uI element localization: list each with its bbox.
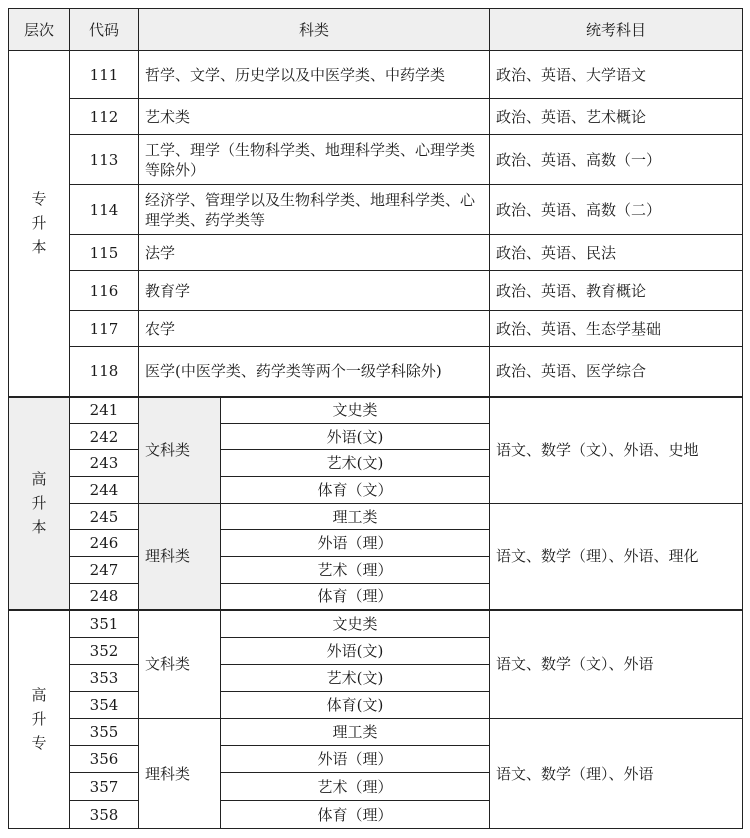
code-cell: 357	[70, 773, 139, 801]
level-cell-gsb: 高 升 本	[9, 397, 70, 610]
subjects-cell: 政治、英语、教育概论	[490, 271, 743, 311]
group-label-cell: 理科类	[139, 719, 221, 829]
subcategory-cell: 理工类	[221, 719, 490, 746]
subcategory-cell: 艺术(文)	[221, 665, 490, 692]
group-label-cell: 理科类	[139, 504, 221, 610]
code-cell: 113	[70, 135, 139, 185]
code-cell: 356	[70, 746, 139, 773]
header-subjects: 统考科目	[490, 9, 743, 51]
subjects-cell: 政治、英语、艺术概论	[490, 99, 743, 135]
subjects-cell: 语文、数学（理）、外语、理化	[490, 504, 743, 610]
category-cell: 教育学	[139, 271, 490, 311]
code-cell: 112	[70, 99, 139, 135]
subjects-cell: 政治、英语、高数（一）	[490, 135, 743, 185]
code-cell: 117	[70, 311, 139, 347]
subcategory-cell: 文史类	[221, 610, 490, 638]
code-cell: 352	[70, 638, 139, 665]
table-row	[9, 235, 743, 271]
code-cell: 354	[70, 692, 139, 719]
subjects-cell: 语文、数学（文）、外语	[490, 610, 743, 719]
table-row	[9, 51, 743, 99]
group-label-cell: 文科类	[139, 397, 221, 504]
table-container	[8, 8, 743, 829]
subcategory-cell: 外语（理）	[221, 746, 490, 773]
code-cell: 351	[70, 610, 139, 638]
subjects-cell: 语文、数学（文）、外语、史地	[490, 397, 743, 504]
category-cell: 农学	[139, 311, 490, 347]
subjects-cell: 政治、英语、民法	[490, 235, 743, 271]
subcategory-cell: 艺术（理）	[221, 557, 490, 584]
code-cell: 116	[70, 271, 139, 311]
level-cell-zsb: 专 升 本	[9, 51, 70, 397]
code-cell: 241	[70, 397, 139, 424]
table-row	[9, 185, 743, 235]
code-cell: 111	[70, 51, 139, 99]
header-level: 层次	[9, 9, 70, 51]
code-cell: 355	[70, 719, 139, 746]
code-cell: 244	[70, 477, 139, 504]
code-cell: 243	[70, 450, 139, 477]
subcategory-cell: 理工类	[221, 504, 490, 530]
table-row	[9, 719, 743, 746]
subcategory-cell: 艺术(文)	[221, 450, 490, 477]
subcategory-cell: 体育(文)	[221, 692, 490, 719]
subcategory-cell: 外语(文)	[221, 638, 490, 665]
code-cell: 245	[70, 504, 139, 530]
group-label-cell: 文科类	[139, 610, 221, 719]
code-cell: 247	[70, 557, 139, 584]
table-row	[9, 610, 743, 638]
category-cell: 法学	[139, 235, 490, 271]
code-cell: 246	[70, 530, 139, 557]
category-cell: 经济学、管理学以及生物科学类、地理科学类、心理学类、药学类等	[139, 185, 490, 235]
subcategory-cell: 体育（文）	[221, 477, 490, 504]
subjects-cell: 政治、英语、医学综合	[490, 347, 743, 397]
subcategory-cell: 体育（理）	[221, 801, 490, 829]
level-cell-gsz: 高 升 专	[9, 610, 70, 829]
code-cell: 358	[70, 801, 139, 829]
code-cell: 248	[70, 584, 139, 610]
code-cell: 115	[70, 235, 139, 271]
subcategory-cell: 外语（理）	[221, 530, 490, 557]
subjects-cell: 政治、英语、大学语文	[490, 51, 743, 99]
table-row	[9, 135, 743, 185]
code-cell: 114	[70, 185, 139, 235]
subjects-cell: 语文、数学（理）、外语	[490, 719, 743, 829]
table-row	[9, 347, 743, 397]
code-cell: 353	[70, 665, 139, 692]
category-cell: 哲学、文学、历史学以及中医学类、中药学类	[139, 51, 490, 99]
category-cell: 工学、理学（生物科学类、地理科学类、心理学类等除外）	[139, 135, 490, 185]
subcategory-cell: 文史类	[221, 397, 490, 424]
header-category: 科类	[139, 9, 490, 51]
table-row	[9, 397, 743, 424]
table-row	[9, 311, 743, 347]
table-row	[9, 271, 743, 311]
subcategory-cell: 体育（理）	[221, 584, 490, 610]
code-cell: 118	[70, 347, 139, 397]
header-row	[9, 9, 743, 51]
subcategory-cell: 艺术（理）	[221, 773, 490, 801]
code-cell: 242	[70, 424, 139, 450]
category-cell: 艺术类	[139, 99, 490, 135]
category-cell: 医学(中医学类、药学类等两个一级学科除外)	[139, 347, 490, 397]
header-code: 代码	[70, 9, 139, 51]
subjects-cell: 政治、英语、生态学基础	[490, 311, 743, 347]
table-row	[9, 99, 743, 135]
table-row	[9, 504, 743, 530]
subjects-cell: 政治、英语、高数（二）	[490, 185, 743, 235]
exam-subjects-table	[8, 8, 743, 829]
subcategory-cell: 外语(文)	[221, 424, 490, 450]
